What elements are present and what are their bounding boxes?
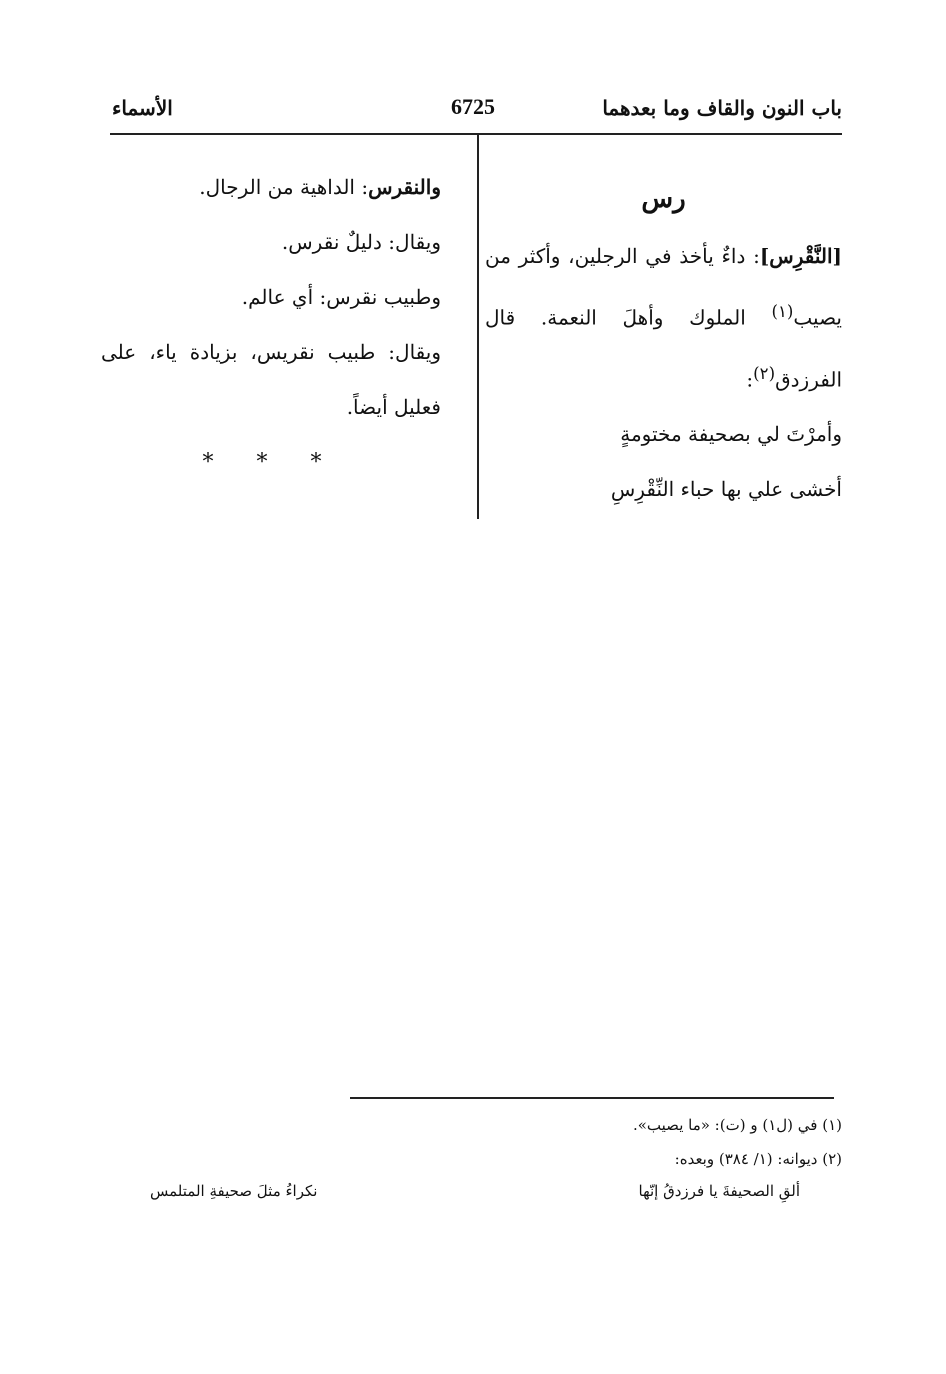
column-divider <box>477 134 479 519</box>
footnote-verse-first-hemistich: ألقِ الصحيفةَ يا فرزدقُ إنّها <box>638 1182 800 1200</box>
entry-title: رس <box>641 184 686 214</box>
definition-line-2: ويقال: دليلٌ نقرس. <box>281 230 441 254</box>
footnote-2: (٢) ديوانه: (١/ ٣٨٤) وبعده: <box>674 1150 842 1168</box>
entry-paragraph <box>485 229 842 407</box>
running-header-section: الأسماء <box>112 96 173 120</box>
entry-text-3: : <box>746 367 754 392</box>
definition-line-4: ويقال: طبيب نقريس، بزيادة ياء، على فعليل أيضاً. <box>101 340 441 419</box>
footnote-rule <box>350 1097 834 1099</box>
verse-line-1: وأمرْتَ لي بصحيفة مختومةٍ <box>620 422 842 447</box>
right-column <box>485 172 842 517</box>
footnote-1: (١) في (ل١) و (ت): «ما يصيب». <box>632 1116 842 1134</box>
entry-text: : داءٌ يأخذ في الرجلين، وأكثر من يصيب <box>485 244 842 330</box>
left-column <box>101 160 441 490</box>
definition-keyword: والنقرس <box>368 175 441 199</box>
page-number: 6725 <box>451 94 495 119</box>
running-header-chapter: باب النون والقاف وما بعدهما <box>602 96 842 120</box>
footnote-ref-1: (١) <box>771 302 794 321</box>
definition-text: : الداهية من الرجال. <box>199 175 369 199</box>
footnote-verse <box>150 1182 800 1200</box>
section-end-stars: * * * <box>202 450 340 475</box>
footnote-ref-2: (٢) <box>753 363 776 383</box>
definition-line-3: وطبيب نقرس: أي عالم. <box>241 285 441 309</box>
footnote-verse-second-hemistich: نكراءُ مثلَ صحيفةِ المتلمس <box>150 1182 318 1200</box>
verse-line-2: أخشى علي بها حباء النِّقْرِسِ <box>610 477 842 502</box>
entry-text-2: الملوك وأهلَ النعمة. قال الفرزدق <box>485 305 842 392</box>
header-rule <box>110 133 842 135</box>
entry-keyword: [النَّقْرِس] <box>759 244 842 268</box>
definition-line-1 <box>101 160 441 215</box>
